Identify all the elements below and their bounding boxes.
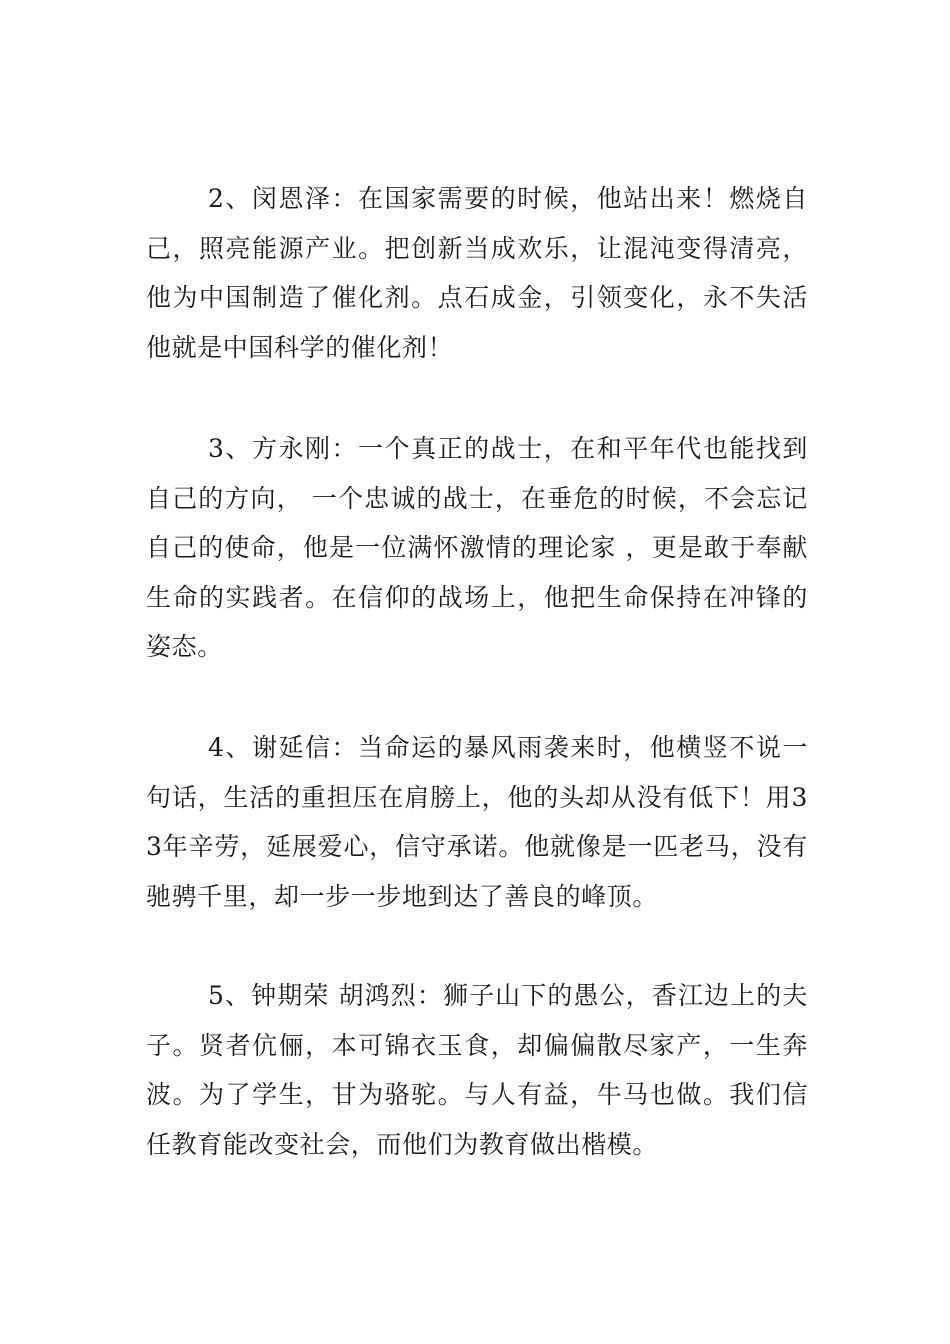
paragraph-zhong-qirong-hu-honglie: 5、钟期荣 胡鸿烈：狮子山下的愚公，香江边上的夫子。贤者伉俪，本可锦衣玉食，却偏偏散尽家产，一生奔波。为了学生，甘为骆驼。与人有益，牛马也做。我们信任教育能改变社会，而他们为教育做出楷模。 — [146, 981, 808, 1159]
paragraph-fang-yonggang: 3、方永刚：一个真正的战士，在和平年代也能找到自己的方向， 一个忠诚的战士，在垂危的时候，不会忘记自己的使命，他是一位满怀激情的理论家 ，更是敢于奉献生命的实践者。在信仰的战场上，他把生命保持在冲锋的姿态。 — [146, 434, 808, 661]
paragraph-min-enze: 2、闵恩泽：在国家需要的时候，他站出来！燃烧自己，照亮能源产业。把创新当成欢乐，让混沌变得清亮，他为中国制造了催化剂。点石成金，引领变化，永不失活他就是中国科学的催化剂！ — [146, 184, 808, 362]
paragraph-xie-yanxin: 4、谢延信：当命运的暴风雨袭来时，他横竖不说一句话，生活的重担压在肩膀上，他的头却从没有低下！用33年辛劳，延展爱心，信守承诺。他就像是一匹老马，没有驰骋千里，却一步一步地到达了善良的峰顶。 — [146, 733, 808, 911]
